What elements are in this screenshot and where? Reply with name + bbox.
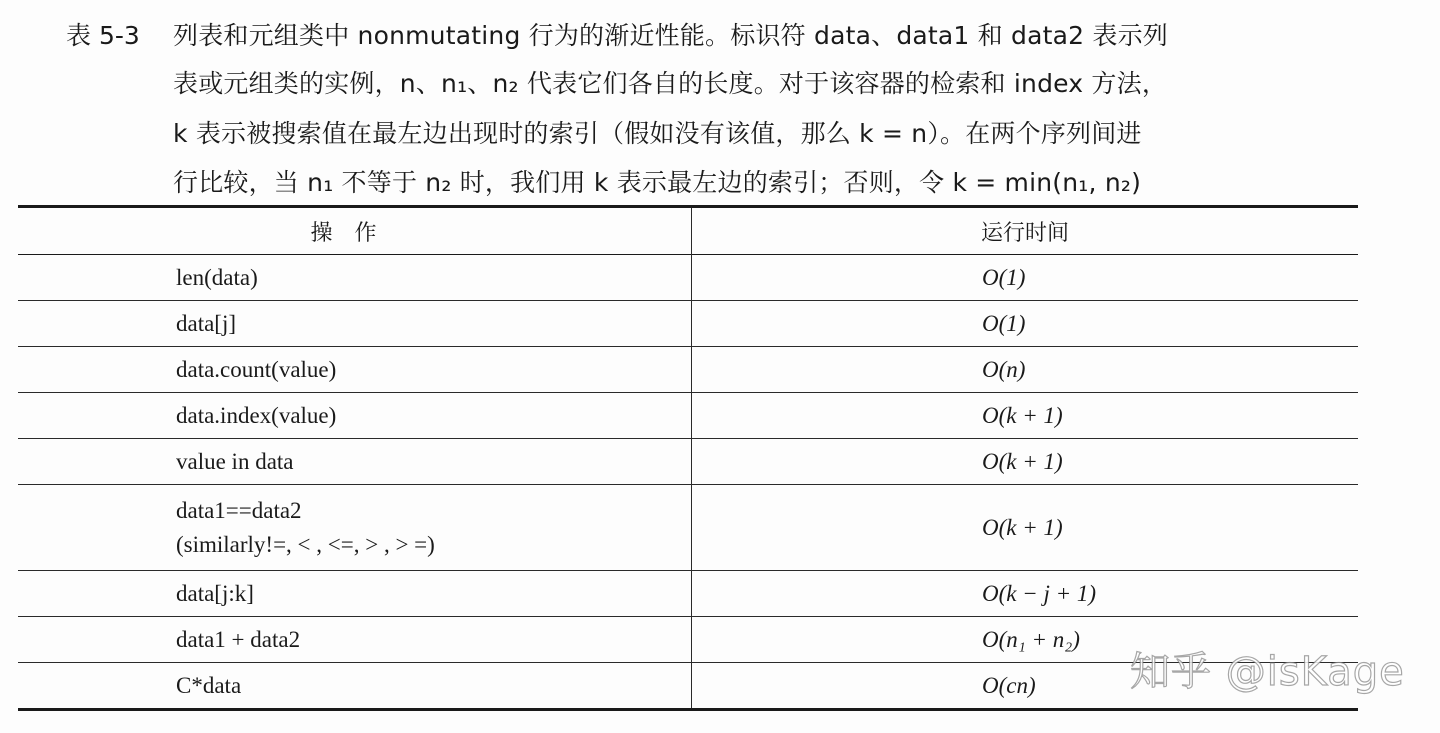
table-row (18, 485, 1358, 571)
operation-cell: value in data (18, 439, 692, 485)
running-time-cell: O(n) (982, 356, 1026, 382)
operation-cell: data.count(value) (18, 347, 692, 393)
watermark: 知乎 @isKage (1130, 649, 1405, 695)
table-row (18, 301, 1358, 347)
operation-cell: len(data) (18, 255, 692, 301)
table-row (18, 255, 1358, 301)
table-row (18, 439, 1358, 485)
operation-cell: data.index(value) (18, 393, 692, 439)
operation-cell (18, 485, 692, 571)
table-caption (0, 0, 1440, 205)
operation-cell: data[j] (18, 301, 692, 347)
running-time-cell: O(k + 1) (982, 402, 1063, 428)
table-header-row (18, 207, 1358, 255)
running-time-cell: O(k + 1) (982, 514, 1063, 540)
operation-cell: data[j:k] (18, 571, 692, 617)
operation-cell: C*data (18, 663, 692, 710)
table-row (18, 393, 1358, 439)
caption-line-1: 列表和元组类中 nonmutating 行为的渐近性能。标识符 data、data1 和 data2 表示列 (173, 21, 1168, 50)
operation-line: data1==data2 (176, 497, 302, 523)
operation-cell: data1 + data2 (18, 617, 692, 663)
running-time-cell: O(1) (982, 310, 1026, 336)
table-row (18, 571, 1358, 617)
running-time-cell: O(k + 1) (982, 448, 1063, 474)
header-operation: 操作 (18, 207, 692, 255)
caption-line-2: 表或元组类的实例，n、n₁、n₂ 代表它们各自的长度。对于该容器的检索和 index 方法， (173, 69, 1168, 98)
running-time-cell: O(cn) (982, 672, 1036, 698)
caption-line-4: 行比较，当 n₁ 不等于 n₂ 时，我们用 k 表示最左边的索引；否则，令 k = min(n₁, n₂) (173, 168, 1142, 197)
running-time-cell: O(1) (982, 264, 1026, 290)
operation-note: (similarly!=, < , <=, > , > =) (176, 531, 435, 557)
running-time-cell: O(k − j + 1) (982, 580, 1097, 606)
header-running-time: 运行时间 (980, 220, 1069, 246)
running-time-cell: O(n₁ + n₂) (982, 626, 1080, 652)
table-row (18, 347, 1358, 393)
table-number: 表 5-3 (66, 21, 140, 50)
complexity-table (18, 205, 1358, 711)
caption-line-3: k 表示被搜索值在最左边出现时的索引（假如没有该值，那么 k = n）。在两个序列间进 (173, 119, 1142, 148)
